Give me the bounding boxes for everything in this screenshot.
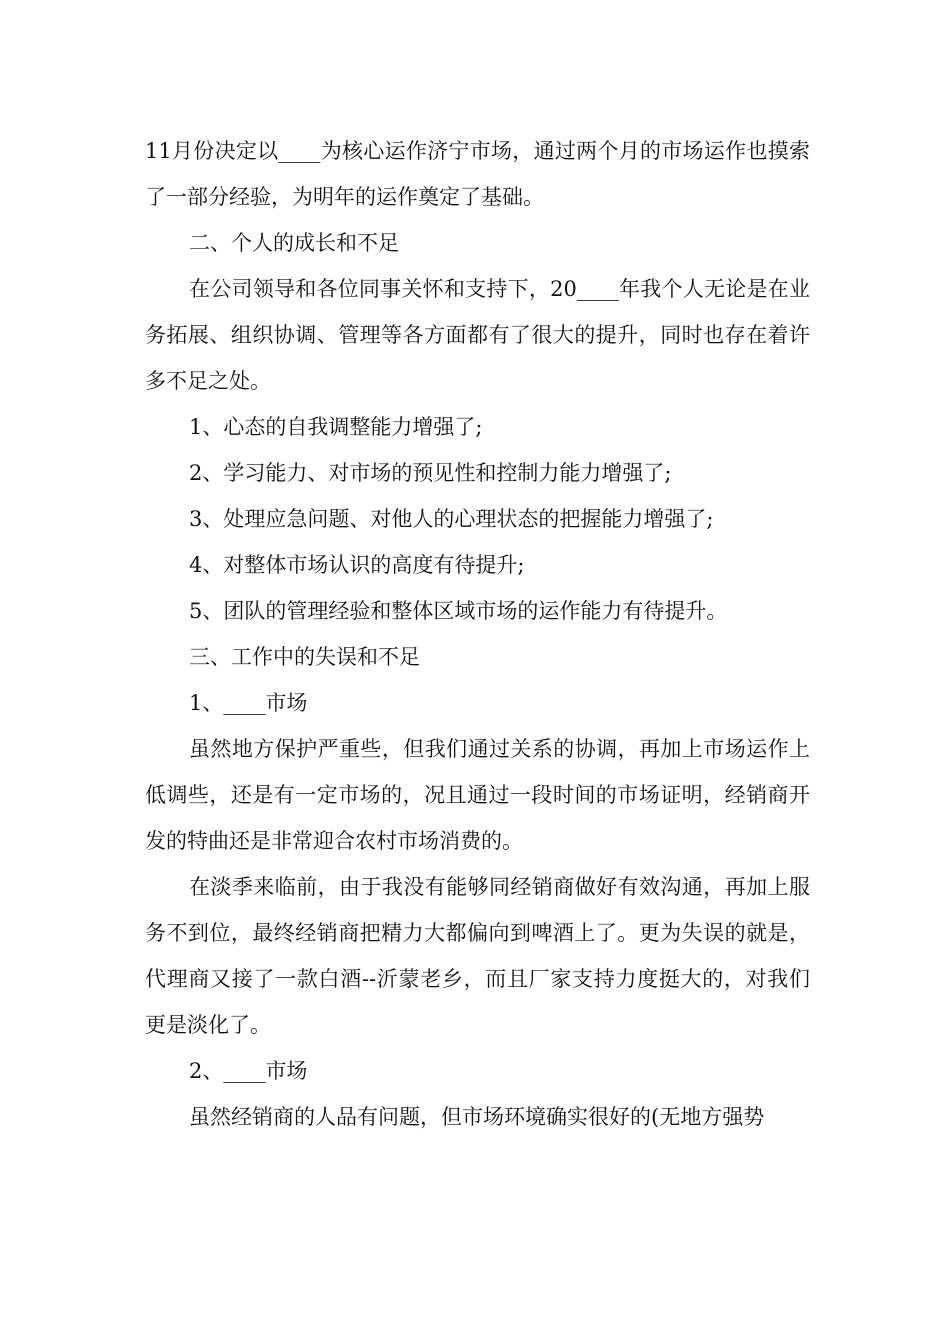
list-item-1: 1、心态的自我调整能力增强了; — [189, 415, 483, 439]
paragraph-market-1-a: 虽然地方保护严重些，但我们通过关系的协调，再加上市场运作上低调些，还是有一定市场的，况且通过一段时间的市场证明，经销商开发的特曲还是非常迎合农村市场消费的。 — [145, 737, 810, 853]
section-heading-personal-growth: 二、个人的成长和不足 — [189, 231, 399, 255]
list-item-5: 5、团队的管理经验和整体区域市场的运作能力有待提升。 — [189, 599, 728, 623]
subheading-market-1: 1、____市场 — [189, 691, 308, 715]
paragraph-market-1-b: 在淡季来临前，由于我没有能够同经销商做好有效沟通，再加上服务不到位，最终经销商把精力大都偏向到啤酒上了。更为失误的就是，代理商又接了一款白酒--沂蒙老乡，而且厂家支持力度挺大的，对我们更是淡化了。 — [145, 875, 810, 1037]
document-body — [145, 128, 810, 1140]
list-item-3: 3、处理应急问题、对他人的心理状态的把握能力增强了; — [189, 507, 714, 531]
list-item-4: 4、对整体市场认识的高度有待提升; — [189, 553, 525, 577]
list-item-2: 2、学习能力、对市场的预见性和控制力能力增强了; — [189, 461, 672, 485]
subheading-market-2: 2、____市场 — [189, 1059, 308, 1083]
section-heading-mistakes: 三、工作中的失误和不足 — [189, 645, 420, 669]
paragraph-market-2: 虽然经销商的人品有问题，但市场环境确实很好的(无地方强势 — [189, 1105, 765, 1129]
paragraph-personal-growth: 在公司领导和各位同事关怀和支持下，20____年我个人无论是在业务拓展、组织协调、管理等各方面都有了很大的提升，同时也存在着许多不足之处。 — [145, 277, 810, 393]
paragraph-continuation: 11月份决定以____为核心运作济宁市场，通过两个月的市场运作也摸索了一部分经验，为明年的运作奠定了基础。 — [145, 139, 810, 209]
